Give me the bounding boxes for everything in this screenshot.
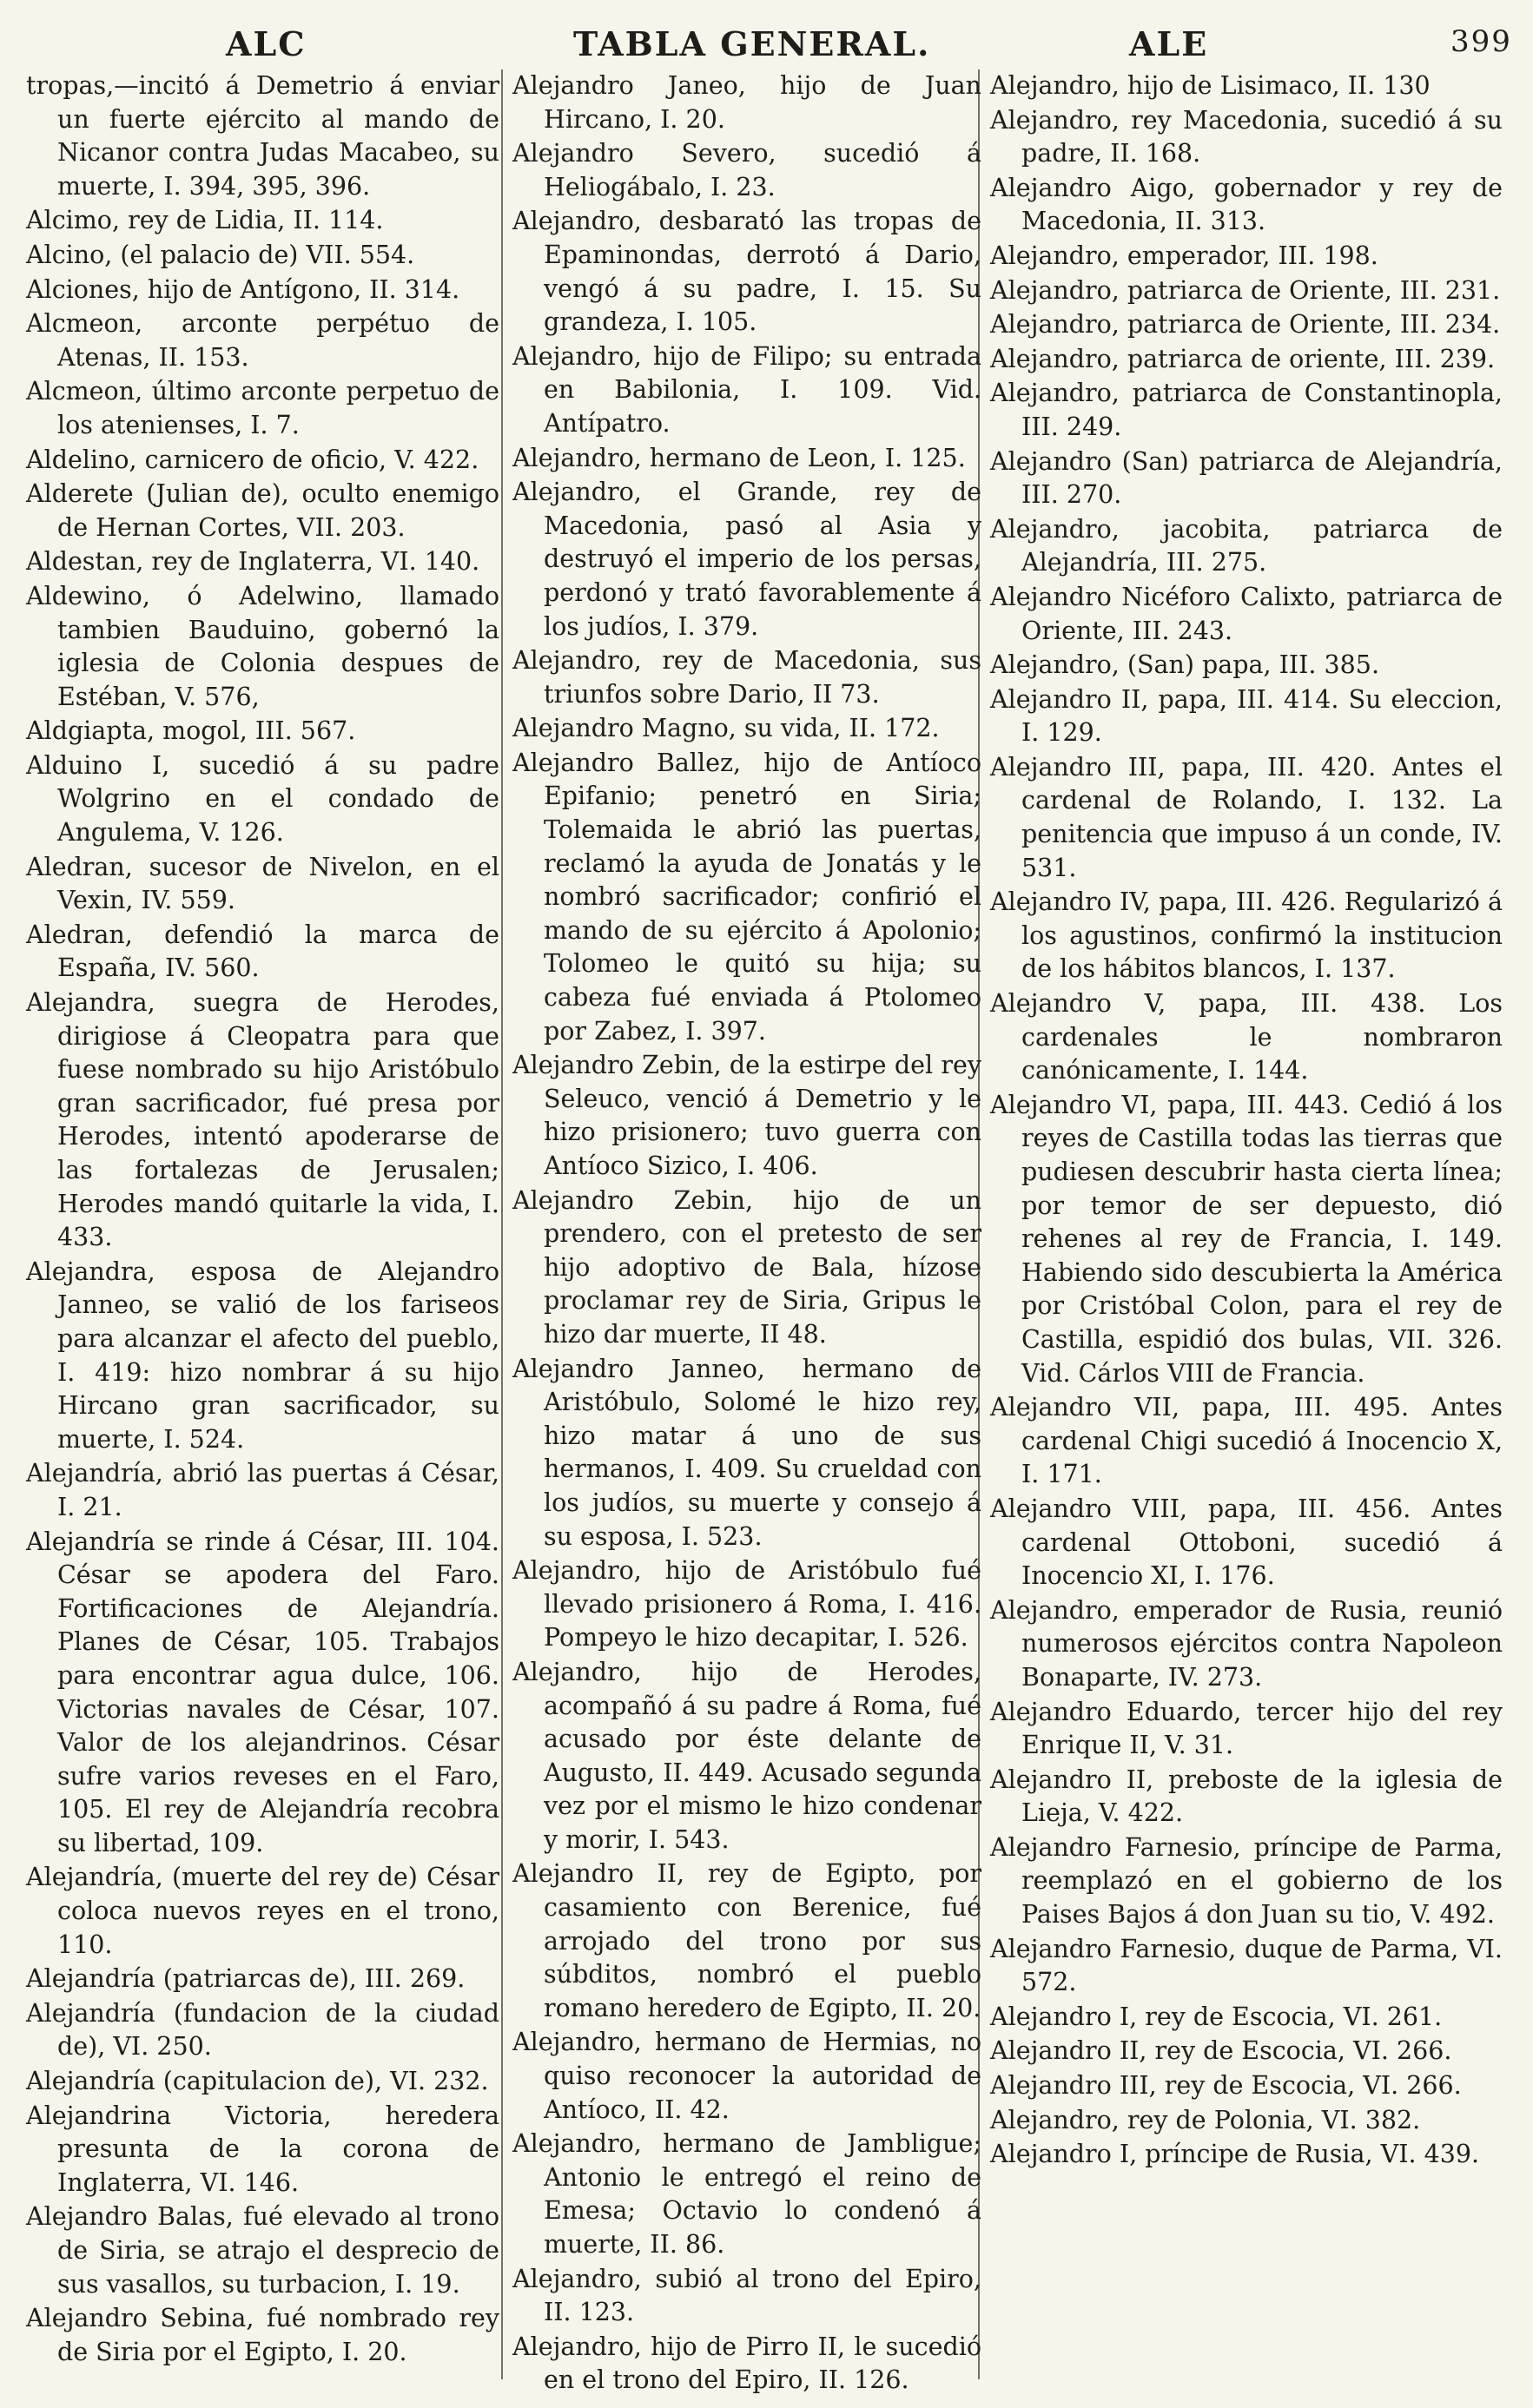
index-entry: Alejandro, hermano de Leon, I. 125. — [512, 443, 966, 472]
index-entry: Alejandro, rey de Macedonia, sus triunfos sobre Dario, II 73. — [512, 646, 981, 709]
index-entry: Alejandro II, preboste de la iglesia de Lieja, V. 422. — [990, 1765, 1503, 1828]
index-entry: Alejandra, esposa de Alejandro Janneo, se valió de los fariseos para alcanzar el afecto del pueblo, I. 419: hizo nombrar á su hijo Hircano gran sacrificador, su muerte, I. 524. — [26, 1257, 499, 1454]
index-entry: Alejandro, rey de Polonia, VI. 382. — [990, 2105, 1421, 2134]
index-entry: Alejandro, el Grande, rey de Macedonia, pasó al Asia y destruyó el imperio de los persas, perdonó y trató favorablemente á los judíos, I. 379. — [512, 478, 981, 641]
index-column-3 — [990, 69, 1503, 2173]
index-entry: Alejandría se rinde á César, III. 104. César se apodera del Faro. Fortificaciones de Alejandría. Planes de César, 105. Trabajos para encontrar agua dulce, 106. Victorias navales de César, 107. Valor de los alejandrinos. César sufre varios reveses en el Faro, 105. El rey de Alejandría recobra su libertad, 109. — [26, 1527, 499, 1857]
index-entry: Alejandría (patriarcas de), III. 269. — [26, 1964, 466, 1994]
index-entry: Alejandro, subió al trono del Epiro, II. 123. — [512, 2264, 981, 2327]
index-entry: Aledran, defendió la marca de España, IV. 560. — [26, 920, 499, 983]
index-entry: Alejandría, abrió las puertas á César, I. 21. — [26, 1459, 499, 1521]
index-entry: Alejandra, suegra de Herodes, dirigiose á Cleopatra para que fuese nombrado su hijo Aristóbulo gran sacrificador, fué presa por Herodes, intentó apoderarse de las fortalezas de Jerusalen; Herodes mandó quitarle la vida, I. 433. — [26, 988, 499, 1252]
header-title: TABLA GENERAL. — [573, 24, 931, 63]
index-entry: Alciones, hijo de Antígono, II. 314. — [26, 274, 460, 304]
index-entry: Aldelino, carnicero de oficio, V. 422. — [26, 445, 479, 474]
index-entry: Alejandro, patriarca de Constantinopla, III. 249. — [990, 379, 1503, 441]
index-entry: Alejandro V, papa, III. 438. Los cardenales le nombraron canónicamente, I. 144. — [990, 989, 1503, 1085]
index-entry: Alejandro I, príncipe de Rusia, VI. 439. — [990, 2140, 1480, 2169]
index-entry: Alejandro Nicéforo Calixto, patriarca de Oriente, III. 243. — [990, 582, 1503, 645]
index-entry: Alejandro Janneo, hermano de Aristóbulo, Solomé le hizo rey, hizo matar á uno de sus hermanos, I. 409. Su crueldad con los judíos, su muerte y consejo á su esposa, I. 523. — [512, 1354, 981, 1551]
index-entry: Alcino, (el palacio de) VII. 554. — [26, 240, 415, 269]
index-entry: Alcmeon, arconte perpétuo de Atenas, II. 153. — [26, 309, 499, 372]
index-entry: Alejandro II, rey de Egipto, por casamiento con Berenice, fué arrojado del trono por sus súbditos, nombró el pueblo romano heredero de Egipto, II. 20. — [512, 1859, 981, 2022]
index-entry: Alejandro Janeo, hijo de Juan Hircano, I. 20. — [512, 71, 981, 134]
index-entry: Aldestan, rey de Inglaterra, VI. 140. — [26, 547, 480, 577]
index-entry: Alejandro VI, papa, III. 443. Cedió á los reyes de Castilla todas las tierras que pudiesen descubrir hasta cierta línea; por temor de ser depuesto, dió rehenes al rey de Francia, I. 149. Habiendo sido descubierta la América por Cristóbal Colon, para el rey de Castilla, espidió dos bulas, VII. 326. Vid. Cárlos VIII de Francia. — [990, 1090, 1503, 1388]
header-left-guide-word: ALC — [226, 24, 307, 63]
index-entry: Alejandría (capitulacion de), VI. 232. — [26, 2067, 489, 2096]
index-entry: Alcimo, rey de Lidia, II. 114. — [26, 206, 384, 235]
index-entry: Alejandro, hermano de Hermias, no quiso reconocer la autoridad de Antíoco, II. 42. — [512, 2028, 981, 2124]
index-entry: Alduino I, sucedió á su padre Wolgrino en el condado de Angulema, V. 126. — [26, 750, 499, 848]
index-entry: Alejandro Farnesio, duque de Parma, VI. 572. — [990, 1934, 1503, 1997]
index-entry: Alejandro Farnesio, príncipe de Parma, reemplazó en el gobierno de los Paises Bajos á don Juan su tio, V. 492. — [990, 1832, 1503, 1930]
index-entry: Alejandro Severo, sucedió á Heliogábalo, I. 23. — [512, 139, 981, 201]
index-entry: Alejandro, desbarató las tropas de Epaminondas, derrotó á Dario, vengó á su padre, I. 15. Su grandeza, I. 105. — [512, 207, 981, 337]
index-entry: Alejandro Ballez, hijo de Antíoco Epifanio; penetró en Siria; Tolemaida le abrió las puertas, reclamó la ayuda de Jonatás y le nombró sacrificador; confirió el mando de su ejército á Apolonio; Tolomeo le quitó su hija; su cabeza fué enviada á Ptolomeo por Zabez, I. 397. — [512, 748, 981, 1046]
index-entry: Alejandro, hijo de Herodes, acompañó á su padre á Roma, fué acusado por éste delante de Augusto, II. 449. Acusado segunda vez por el mismo le hizo condenar y morir, I. 543. — [512, 1657, 981, 1854]
index-entry: Aldewino, ó Adelwino, llamado tambien Bauduino, gobernó la iglesia de Colonia despues de Estéban, V. 576, — [26, 581, 499, 711]
index-entry: Alejandro, patriarca de Oriente, III. 231. — [990, 275, 1501, 305]
index-entry: Alejandro, hijo de Aristóbulo fué llevado prisionero á Roma, I. 416. Pompeyo le hizo decapitar, I. 526. — [512, 1556, 981, 1653]
index-entry: Alejandro, emperador, III. 198. — [990, 241, 1378, 270]
index-entry: Alejandro, patriarca de oriente, III. 239. — [990, 344, 1496, 373]
index-entry: Aledran, sucesor de Nivelon, en el Vexin, IV. 559. — [26, 852, 499, 915]
index-entry: Alejandro, hermano de Jambligue; Antonio le entregó el reino de Emesa; Octavio lo condenó á muerte, II. 86. — [512, 2129, 981, 2259]
index-entry: Alejandro Balas, fué elevado al trono de Siria, se atrajo el desprecio de sus vasallos, su turbacion, I. 19. — [26, 2202, 499, 2299]
index-entry: Alejandro (San) patriarca de Alejandría, III. 270. — [990, 446, 1503, 510]
index-entry: Alejandro IV, papa, III. 426. Regularizó á los agustinos, confirmó la institucion de los hábitos blancos, I. 137. — [990, 887, 1503, 984]
index-entry: Alejandro Zebin, de la estirpe del rey Seleuco, venció á Demetrio y le hizo prisionero; tuvo guerra con Antíoco Sizico, I. 406. — [512, 1051, 981, 1180]
index-entry: Alejandro, patriarca de Oriente, III. 234. — [990, 310, 1501, 340]
index-column-2 — [512, 69, 981, 2398]
index-entry: Alejandro Eduardo, tercer hijo del rey Enrique II, V. 31. — [990, 1697, 1503, 1760]
page-number: 399 — [1450, 24, 1512, 59]
index-entry: Alejandro I, rey de Escocia, VI. 261. — [990, 2002, 1443, 2031]
index-entry: Alejandro, hijo de Lisimaco, II. 130 — [990, 71, 1431, 100]
index-entry: Alejandro, jacobita, patriarca de Alejandría, III. 275. — [990, 514, 1503, 577]
index-entry: Alcmeon, último arconte perpetuo de los atenienses, I. 7. — [26, 377, 499, 439]
index-entry: Alejandro, (San) papa, III. 385. — [990, 650, 1379, 680]
index-column-1 — [26, 69, 499, 2370]
index-entry: Alejandría (fundacion de la ciudad de), VI. 250. — [26, 1998, 499, 2062]
index-entry: Alejandro Sebina, fué nombrado rey de Siria por el Egipto, I. 20. — [26, 2304, 499, 2366]
index-entry: tropas,—incitó á Demetrio á enviar un fuerte ejército al mando de Nicanor contra Judas Macabeo, su muerte, I. 394, 395, 396. — [26, 71, 499, 201]
header-right-guide-word: ALE — [1129, 24, 1209, 63]
index-entry: Alejandro Aigo, gobernador y rey de Macedonia, II. 313. — [990, 173, 1503, 236]
index-entry: Alejandro, hijo de Pirro II, le sucedió en el trono del Epiro, II. 126. — [512, 2332, 981, 2395]
index-entry: Aldgiapta, mogol, III. 567. — [26, 716, 356, 746]
index-entry: Alejandro, rey Macedonia, sucedió á su padre, II. 168. — [990, 105, 1503, 168]
index-entry: Alejandro II, papa, III. 414. Su eleccion, I. 129. — [990, 684, 1503, 748]
index-entry: Alejandro VIII, papa, III. 456. Antes cardenal Ottoboni, sucedió á Inocencio XI, I. 176. — [990, 1494, 1503, 1591]
index-entry: Alejandro II, rey de Escocia, VI. 266. — [990, 2036, 1452, 2066]
column-divider-1 — [501, 69, 503, 2379]
index-entry: Alejandro, hijo de Filipo; su entrada en Babilonia, I. 109. Vid. Antípatro. — [512, 341, 981, 438]
index-entry: Alejandro VII, papa, III. 495. Antes cardenal Chigi sucedió á Inocencio X, I. 171. — [990, 1393, 1503, 1489]
index-entry: Alejandría, (muerte del rey de) César coloca nuevos reyes en el trono, 110. — [26, 1863, 499, 1959]
index-entry: Alejandro Magno, su vida, II. 172. — [512, 714, 940, 743]
page-header — [0, 24, 1533, 76]
index-entry: Alejandro Zebin, hijo de un prendero, con el pretesto de ser hijo adoptivo de Bala, hízose proclamar rey de Siria, Gripus le hizo dar muerte, II 48. — [512, 1185, 981, 1349]
index-entry: Alejandro III, rey de Escocia, VI. 266. — [990, 2071, 1462, 2101]
index-entry: Alderete (Julian de), oculto enemigo de Hernan Cortes, VII. 203. — [26, 479, 499, 542]
index-entry: Alejandro III, papa, III. 420. Antes el cardenal de Rolando, I. 132. La penitencia que impuso á un conde, IV. 531. — [990, 752, 1503, 882]
index-entry: Alejandrina Victoria, heredera presunta de la corona de Inglaterra, VI. 146. — [26, 2101, 499, 2197]
index-entry: Alejandro, emperador de Rusia, reunió numerosos ejércitos contra Napoleon Bonaparte, IV. 273. — [990, 1595, 1503, 1692]
